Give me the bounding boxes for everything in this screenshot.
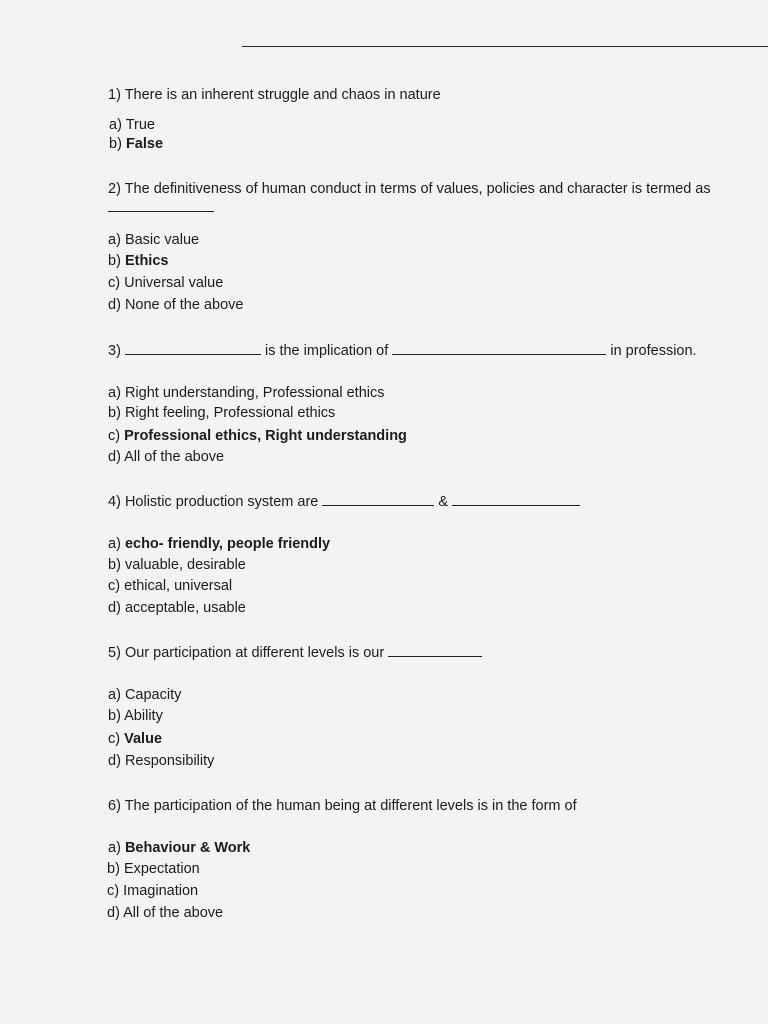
option-letter: d) (108, 449, 121, 465)
option-letter: c) (107, 883, 120, 899)
question-text-part2: in profession. (610, 343, 697, 359)
question-text: The participation of the human being at different levels is in the form of (124, 798, 577, 814)
option-letter: a) (109, 117, 122, 133)
option-text: Ability (124, 708, 163, 724)
question-text: Holistic production system are (124, 494, 319, 510)
question-number: 1) (108, 87, 121, 103)
question-text: Our participation at different levels is our (124, 645, 385, 661)
option-2b (108, 252, 168, 270)
question-text: There is an inherent struggle and chaos in nature (124, 87, 441, 103)
question-number: 3) (108, 343, 121, 359)
answer-blank (392, 341, 606, 355)
blank-joiner: & (438, 494, 449, 510)
option-3a (108, 384, 384, 402)
question-number: 5) (108, 645, 121, 661)
option-5b (108, 707, 163, 725)
option-4c (108, 577, 232, 595)
answer-blank (125, 341, 261, 355)
question-4 (108, 492, 580, 511)
header-rule (242, 46, 768, 47)
question-6 (108, 797, 577, 815)
option-letter: b) (108, 405, 121, 421)
option-text: Right understanding, Professional ethics (124, 385, 385, 401)
question-number: 4) (108, 494, 121, 510)
question-3 (108, 341, 697, 360)
option-text-answer: Value (124, 731, 163, 747)
option-text-answer: Ethics (124, 253, 169, 269)
option-6a (108, 839, 250, 857)
option-6c (107, 882, 198, 900)
option-letter: d) (107, 905, 120, 921)
option-text: acceptable, usable (124, 600, 246, 616)
option-letter: a) (108, 232, 121, 248)
option-4a (108, 535, 330, 553)
option-letter: c) (108, 275, 121, 291)
option-letter: a) (108, 536, 121, 552)
option-text: Imagination (123, 883, 199, 899)
option-text-answer: False (125, 136, 164, 152)
question-5 (108, 643, 482, 662)
answer-blank-2 (108, 198, 214, 217)
option-letter: d) (108, 753, 121, 769)
question-2 (108, 180, 711, 198)
option-text: All of the above (123, 905, 224, 921)
option-letter: d) (108, 600, 121, 616)
option-text: Expectation (123, 861, 200, 877)
option-text: valuable, desirable (124, 557, 246, 573)
option-1a (109, 116, 155, 134)
question-number: 6) (108, 798, 121, 814)
option-text-answer: echo- friendly, people friendly (124, 536, 331, 552)
option-2c (108, 274, 223, 292)
option-5c (108, 730, 162, 748)
option-text: All of the above (124, 449, 225, 465)
answer-blank (322, 492, 434, 506)
option-letter: b) (108, 708, 121, 724)
option-6b (107, 860, 200, 878)
option-letter: d) (108, 297, 121, 313)
answer-blank (108, 198, 214, 212)
option-text-answer: Behaviour & Work (124, 840, 251, 856)
answer-blank (452, 492, 580, 506)
option-text: Universal value (124, 275, 224, 291)
option-4d (108, 599, 246, 617)
option-6d (107, 904, 223, 922)
option-text: Basic value (124, 232, 200, 248)
option-letter: a) (108, 840, 121, 856)
option-4b (108, 556, 246, 574)
option-text: True (125, 117, 155, 133)
option-text: Capacity (124, 687, 182, 703)
option-5d (108, 752, 214, 770)
option-letter: c) (108, 428, 121, 444)
option-letter: a) (108, 385, 121, 401)
option-text: Right feeling, Professional ethics (124, 405, 336, 421)
option-2a (108, 231, 199, 249)
option-text: ethical, universal (124, 578, 233, 594)
option-1b (109, 135, 163, 153)
option-letter: b) (109, 136, 122, 152)
question-number: 2) (108, 181, 121, 197)
option-letter: a) (108, 687, 121, 703)
option-2d (108, 296, 243, 314)
option-3d (108, 448, 224, 466)
answer-blank (388, 643, 482, 657)
option-letter: b) (108, 557, 121, 573)
option-letter: b) (108, 253, 121, 269)
question-1 (108, 86, 441, 104)
option-letter: c) (108, 731, 121, 747)
option-letter: b) (107, 861, 120, 877)
option-text-answer: Professional ethics, Right understanding (124, 428, 407, 444)
option-3b (108, 404, 335, 422)
option-letter: c) (108, 578, 121, 594)
option-3c (108, 427, 407, 445)
option-text: Responsibility (124, 753, 215, 769)
question-text: The definitiveness of human conduct in terms of values, policies and character is termed as (124, 181, 711, 197)
question-text-part1: is the implication of (264, 343, 389, 359)
option-text: None of the above (124, 297, 244, 313)
option-5a (108, 686, 181, 704)
